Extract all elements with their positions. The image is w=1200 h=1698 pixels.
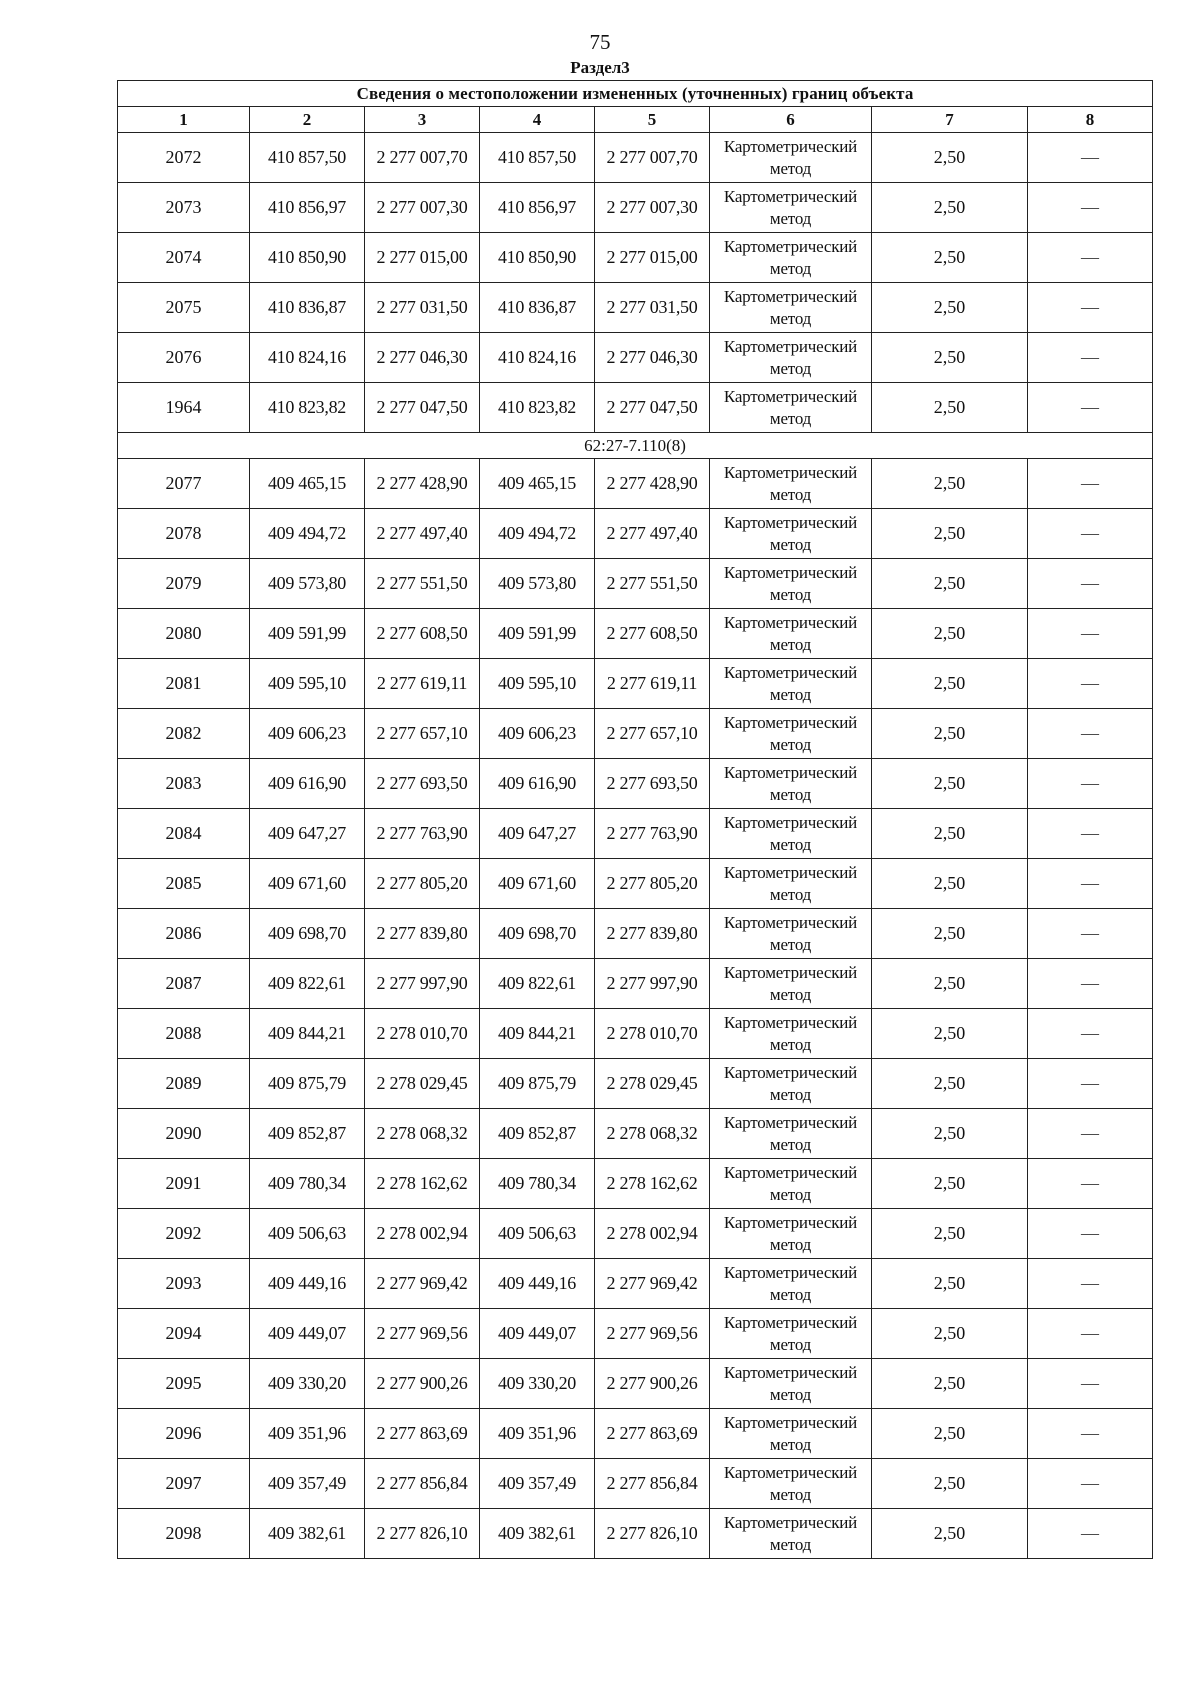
table-row xyxy=(118,609,1153,659)
accuracy-cell: 2,50 xyxy=(872,459,1028,509)
x-new-cell: 410 824,16 xyxy=(480,333,595,383)
point-number-cell: 2082 xyxy=(118,709,250,759)
x-old-cell: 409 357,49 xyxy=(250,1459,365,1509)
x-new-cell: 409 351,96 xyxy=(480,1409,595,1459)
y-old-cell: 2 277 657,10 xyxy=(365,709,480,759)
description-cell: — xyxy=(1028,559,1153,609)
point-number-cell: 2074 xyxy=(118,233,250,283)
y-new-cell: 2 277 619,11 xyxy=(595,659,710,709)
description-cell: — xyxy=(1028,959,1153,1009)
x-old-cell: 409 647,27 xyxy=(250,809,365,859)
point-number-cell: 2093 xyxy=(118,1259,250,1309)
description-cell: — xyxy=(1028,759,1153,809)
point-number-cell: 2079 xyxy=(118,559,250,609)
method-cell: Картометрический метод xyxy=(710,1409,872,1459)
y-new-cell: 2 277 657,10 xyxy=(595,709,710,759)
y-old-cell: 2 277 007,30 xyxy=(365,183,480,233)
x-new-cell: 410 857,50 xyxy=(480,133,595,183)
method-cell: Картометрический метод xyxy=(710,133,872,183)
column-number: 1 xyxy=(118,107,250,133)
x-new-cell: 409 844,21 xyxy=(480,1009,595,1059)
table-row xyxy=(118,1459,1153,1509)
description-cell: — xyxy=(1028,1059,1153,1109)
x-new-cell: 409 671,60 xyxy=(480,859,595,909)
y-new-cell: 2 277 839,80 xyxy=(595,909,710,959)
x-new-cell: 410 850,90 xyxy=(480,233,595,283)
x-old-cell: 409 875,79 xyxy=(250,1059,365,1109)
y-new-cell: 2 277 497,40 xyxy=(595,509,710,559)
y-old-cell: 2 277 856,84 xyxy=(365,1459,480,1509)
y-new-cell: 2 277 763,90 xyxy=(595,809,710,859)
point-number-cell: 2081 xyxy=(118,659,250,709)
accuracy-cell: 2,50 xyxy=(872,559,1028,609)
accuracy-cell: 2,50 xyxy=(872,509,1028,559)
parcel-group-row xyxy=(118,433,1153,459)
table-row xyxy=(118,1059,1153,1109)
accuracy-cell: 2,50 xyxy=(872,959,1028,1009)
point-number-cell: 2075 xyxy=(118,283,250,333)
accuracy-cell: 2,50 xyxy=(872,383,1028,433)
table-caption: Сведения о местоположении измененных (уточненных) границ объекта xyxy=(118,81,1153,107)
point-number-cell: 2085 xyxy=(118,859,250,909)
y-new-cell: 2 277 826,10 xyxy=(595,1509,710,1559)
x-old-cell: 409 606,23 xyxy=(250,709,365,759)
method-cell: Картометрический метод xyxy=(710,1159,872,1209)
x-new-cell: 409 330,20 xyxy=(480,1359,595,1409)
description-cell: — xyxy=(1028,1409,1153,1459)
x-old-cell: 409 852,87 xyxy=(250,1109,365,1159)
x-new-cell: 409 449,07 xyxy=(480,1309,595,1359)
accuracy-cell: 2,50 xyxy=(872,909,1028,959)
description-cell: — xyxy=(1028,509,1153,559)
x-new-cell: 409 494,72 xyxy=(480,509,595,559)
method-cell: Картометрический метод xyxy=(710,1259,872,1309)
method-cell: Картометрический метод xyxy=(710,1359,872,1409)
accuracy-cell: 2,50 xyxy=(872,1209,1028,1259)
accuracy-cell: 2,50 xyxy=(872,133,1028,183)
x-new-cell: 409 822,61 xyxy=(480,959,595,1009)
x-new-cell: 409 616,90 xyxy=(480,759,595,809)
section-title: Раздел3 xyxy=(570,58,630,77)
description-cell: — xyxy=(1028,1359,1153,1409)
accuracy-cell: 2,50 xyxy=(872,659,1028,709)
method-cell: Картометрический метод xyxy=(710,709,872,759)
method-cell: Картометрический метод xyxy=(710,509,872,559)
accuracy-cell: 2,50 xyxy=(872,1409,1028,1459)
point-number-cell: 2088 xyxy=(118,1009,250,1059)
y-new-cell: 2 278 002,94 xyxy=(595,1209,710,1259)
x-old-cell: 409 844,21 xyxy=(250,1009,365,1059)
description-cell: — xyxy=(1028,283,1153,333)
accuracy-cell: 2,50 xyxy=(872,1009,1028,1059)
method-cell: Картометрический метод xyxy=(710,1459,872,1509)
table-row xyxy=(118,509,1153,559)
x-old-cell: 410 857,50 xyxy=(250,133,365,183)
method-cell: Картометрический метод xyxy=(710,183,872,233)
x-new-cell: 409 606,23 xyxy=(480,709,595,759)
accuracy-cell: 2,50 xyxy=(872,1509,1028,1559)
y-new-cell: 2 277 969,56 xyxy=(595,1309,710,1359)
description-cell: — xyxy=(1028,383,1153,433)
table-row xyxy=(118,1209,1153,1259)
y-new-cell: 2 277 046,30 xyxy=(595,333,710,383)
point-number-cell: 2091 xyxy=(118,1159,250,1209)
method-cell: Картометрический метод xyxy=(710,909,872,959)
point-number-cell: 2087 xyxy=(118,959,250,1009)
x-old-cell: 409 351,96 xyxy=(250,1409,365,1459)
point-number-cell: 2073 xyxy=(118,183,250,233)
y-old-cell: 2 277 826,10 xyxy=(365,1509,480,1559)
y-old-cell: 2 277 047,50 xyxy=(365,383,480,433)
column-number: 3 xyxy=(365,107,480,133)
method-cell: Картометрический метод xyxy=(710,1309,872,1359)
x-old-cell: 409 698,70 xyxy=(250,909,365,959)
y-new-cell: 2 278 029,45 xyxy=(595,1059,710,1109)
description-cell: — xyxy=(1028,1459,1153,1509)
y-new-cell: 2 277 900,26 xyxy=(595,1359,710,1409)
y-new-cell: 2 277 047,50 xyxy=(595,383,710,433)
accuracy-cell: 2,50 xyxy=(872,1259,1028,1309)
y-new-cell: 2 277 805,20 xyxy=(595,859,710,909)
x-new-cell: 410 823,82 xyxy=(480,383,595,433)
y-new-cell: 2 278 068,32 xyxy=(595,1109,710,1159)
y-old-cell: 2 278 068,32 xyxy=(365,1109,480,1159)
method-cell: Картометрический метод xyxy=(710,283,872,333)
method-cell: Картометрический метод xyxy=(710,859,872,909)
y-new-cell: 2 277 997,90 xyxy=(595,959,710,1009)
method-cell: Картометрический метод xyxy=(710,233,872,283)
point-number-cell: 2089 xyxy=(118,1059,250,1109)
description-cell: — xyxy=(1028,459,1153,509)
point-number-cell: 2080 xyxy=(118,609,250,659)
parcel-number-label: 62:27-7.110(8) xyxy=(118,433,1153,459)
x-new-cell: 409 647,27 xyxy=(480,809,595,859)
table-row xyxy=(118,1109,1153,1159)
page-number: 75 xyxy=(589,30,611,54)
y-new-cell: 2 277 608,50 xyxy=(595,609,710,659)
x-new-cell: 409 780,34 xyxy=(480,1159,595,1209)
method-cell: Картометрический метод xyxy=(710,759,872,809)
y-old-cell: 2 277 839,80 xyxy=(365,909,480,959)
accuracy-cell: 2,50 xyxy=(872,1459,1028,1509)
point-number-cell: 2092 xyxy=(118,1209,250,1259)
method-cell: Картометрический метод xyxy=(710,1209,872,1259)
accuracy-cell: 2,50 xyxy=(872,1359,1028,1409)
description-cell: — xyxy=(1028,1209,1153,1259)
method-cell: Картометрический метод xyxy=(710,1059,872,1109)
accuracy-cell: 2,50 xyxy=(872,333,1028,383)
accuracy-cell: 2,50 xyxy=(872,233,1028,283)
y-new-cell: 2 278 162,62 xyxy=(595,1159,710,1209)
y-old-cell: 2 277 969,42 xyxy=(365,1259,480,1309)
accuracy-cell: 2,50 xyxy=(872,1309,1028,1359)
accuracy-cell: 2,50 xyxy=(872,183,1028,233)
table-row xyxy=(118,1409,1153,1459)
method-cell: Картометрический метод xyxy=(710,459,872,509)
y-old-cell: 2 278 162,62 xyxy=(365,1159,480,1209)
accuracy-cell: 2,50 xyxy=(872,759,1028,809)
table-row xyxy=(118,1509,1153,1559)
x-new-cell: 409 698,70 xyxy=(480,909,595,959)
y-new-cell: 2 278 010,70 xyxy=(595,1009,710,1059)
x-old-cell: 409 616,90 xyxy=(250,759,365,809)
description-cell: — xyxy=(1028,133,1153,183)
description-cell: — xyxy=(1028,183,1153,233)
table-row xyxy=(118,709,1153,759)
x-old-cell: 409 465,15 xyxy=(250,459,365,509)
accuracy-cell: 2,50 xyxy=(872,709,1028,759)
description-cell: — xyxy=(1028,859,1153,909)
y-old-cell: 2 277 997,90 xyxy=(365,959,480,1009)
x-old-cell: 409 449,07 xyxy=(250,1309,365,1359)
point-number-cell: 1964 xyxy=(118,383,250,433)
x-new-cell: 409 852,87 xyxy=(480,1109,595,1159)
x-old-cell: 410 824,16 xyxy=(250,333,365,383)
accuracy-cell: 2,50 xyxy=(872,609,1028,659)
column-number: 7 xyxy=(872,107,1028,133)
y-old-cell: 2 277 969,56 xyxy=(365,1309,480,1359)
point-number-cell: 2077 xyxy=(118,459,250,509)
x-new-cell: 409 506,63 xyxy=(480,1209,595,1259)
point-number-cell: 2097 xyxy=(118,1459,250,1509)
x-old-cell: 409 671,60 xyxy=(250,859,365,909)
point-number-cell: 2072 xyxy=(118,133,250,183)
y-old-cell: 2 277 619,11 xyxy=(365,659,480,709)
table-row xyxy=(118,809,1153,859)
point-number-cell: 2083 xyxy=(118,759,250,809)
description-cell: — xyxy=(1028,333,1153,383)
y-old-cell: 2 277 007,70 xyxy=(365,133,480,183)
column-number: 2 xyxy=(250,107,365,133)
x-new-cell: 409 573,80 xyxy=(480,559,595,609)
table-row xyxy=(118,1159,1153,1209)
accuracy-cell: 2,50 xyxy=(872,859,1028,909)
description-cell: — xyxy=(1028,233,1153,283)
y-old-cell: 2 277 805,20 xyxy=(365,859,480,909)
x-new-cell: 409 465,15 xyxy=(480,459,595,509)
method-cell: Картометрический метод xyxy=(710,1509,872,1559)
accuracy-cell: 2,50 xyxy=(872,283,1028,333)
column-number: 5 xyxy=(595,107,710,133)
point-number-cell: 2095 xyxy=(118,1359,250,1409)
x-new-cell: 409 875,79 xyxy=(480,1059,595,1109)
method-cell: Картометрический метод xyxy=(710,609,872,659)
y-old-cell: 2 278 029,45 xyxy=(365,1059,480,1109)
method-cell: Картометрический метод xyxy=(710,1109,872,1159)
y-new-cell: 2 277 551,50 xyxy=(595,559,710,609)
x-old-cell: 409 494,72 xyxy=(250,509,365,559)
y-old-cell: 2 277 900,26 xyxy=(365,1359,480,1409)
table-row xyxy=(118,759,1153,809)
table-row xyxy=(118,1259,1153,1309)
table-row xyxy=(118,559,1153,609)
description-cell: — xyxy=(1028,1009,1153,1059)
table-row xyxy=(118,383,1153,433)
method-cell: Картометрический метод xyxy=(710,1009,872,1059)
x-old-cell: 409 591,99 xyxy=(250,609,365,659)
table-row xyxy=(118,233,1153,283)
table-row xyxy=(118,1309,1153,1359)
y-new-cell: 2 277 856,84 xyxy=(595,1459,710,1509)
table-body xyxy=(118,133,1153,1559)
y-new-cell: 2 277 428,90 xyxy=(595,459,710,509)
description-cell: — xyxy=(1028,659,1153,709)
y-old-cell: 2 277 046,30 xyxy=(365,333,480,383)
y-new-cell: 2 277 693,50 xyxy=(595,759,710,809)
table-row xyxy=(118,959,1153,1009)
description-cell: — xyxy=(1028,1309,1153,1359)
method-cell: Картометрический метод xyxy=(710,959,872,1009)
point-number-cell: 2086 xyxy=(118,909,250,959)
point-number-cell: 2084 xyxy=(118,809,250,859)
y-old-cell: 2 278 002,94 xyxy=(365,1209,480,1259)
x-new-cell: 410 856,97 xyxy=(480,183,595,233)
y-old-cell: 2 277 497,40 xyxy=(365,509,480,559)
x-old-cell: 410 850,90 xyxy=(250,233,365,283)
x-old-cell: 410 836,87 xyxy=(250,283,365,333)
accuracy-cell: 2,50 xyxy=(872,1159,1028,1209)
x-new-cell: 409 595,10 xyxy=(480,659,595,709)
method-cell: Картометрический метод xyxy=(710,383,872,433)
x-old-cell: 409 780,34 xyxy=(250,1159,365,1209)
accuracy-cell: 2,50 xyxy=(872,1059,1028,1109)
y-old-cell: 2 277 608,50 xyxy=(365,609,480,659)
y-old-cell: 2 277 551,50 xyxy=(365,559,480,609)
x-old-cell: 410 823,82 xyxy=(250,383,365,433)
method-cell: Картометрический метод xyxy=(710,333,872,383)
y-new-cell: 2 277 007,30 xyxy=(595,183,710,233)
description-cell: — xyxy=(1028,1259,1153,1309)
table-row xyxy=(118,1009,1153,1059)
method-cell: Картометрический метод xyxy=(710,809,872,859)
column-number: 4 xyxy=(480,107,595,133)
y-old-cell: 2 277 015,00 xyxy=(365,233,480,283)
description-cell: — xyxy=(1028,1509,1153,1559)
table-row xyxy=(118,183,1153,233)
y-old-cell: 2 277 863,69 xyxy=(365,1409,480,1459)
x-new-cell: 410 836,87 xyxy=(480,283,595,333)
point-number-cell: 2098 xyxy=(118,1509,250,1559)
description-cell: — xyxy=(1028,609,1153,659)
method-cell: Картометрический метод xyxy=(710,559,872,609)
x-new-cell: 409 449,16 xyxy=(480,1259,595,1309)
description-cell: — xyxy=(1028,809,1153,859)
y-new-cell: 2 277 015,00 xyxy=(595,233,710,283)
y-old-cell: 2 277 693,50 xyxy=(365,759,480,809)
x-old-cell: 410 856,97 xyxy=(250,183,365,233)
x-new-cell: 409 382,61 xyxy=(480,1509,595,1559)
y-new-cell: 2 277 863,69 xyxy=(595,1409,710,1459)
x-old-cell: 409 595,10 xyxy=(250,659,365,709)
x-old-cell: 409 822,61 xyxy=(250,959,365,1009)
column-number: 6 xyxy=(710,107,872,133)
point-number-cell: 2076 xyxy=(118,333,250,383)
description-cell: — xyxy=(1028,909,1153,959)
table-row xyxy=(118,859,1153,909)
point-number-cell: 2090 xyxy=(118,1109,250,1159)
x-new-cell: 409 591,99 xyxy=(480,609,595,659)
x-old-cell: 409 330,20 xyxy=(250,1359,365,1409)
accuracy-cell: 2,50 xyxy=(872,809,1028,859)
x-old-cell: 409 449,16 xyxy=(250,1259,365,1309)
y-new-cell: 2 277 969,42 xyxy=(595,1259,710,1309)
y-old-cell: 2 277 763,90 xyxy=(365,809,480,859)
table-row xyxy=(118,333,1153,383)
x-new-cell: 409 357,49 xyxy=(480,1459,595,1509)
column-number: 8 xyxy=(1028,107,1153,133)
description-cell: — xyxy=(1028,1109,1153,1159)
point-number-cell: 2096 xyxy=(118,1409,250,1459)
boundary-coordinates-table xyxy=(117,80,1153,1559)
x-old-cell: 409 506,63 xyxy=(250,1209,365,1259)
y-old-cell: 2 277 031,50 xyxy=(365,283,480,333)
x-old-cell: 409 382,61 xyxy=(250,1509,365,1559)
table-row xyxy=(118,1359,1153,1409)
column-number-row xyxy=(118,107,1153,133)
table-row xyxy=(118,909,1153,959)
table-row xyxy=(118,659,1153,709)
y-new-cell: 2 277 007,70 xyxy=(595,133,710,183)
y-old-cell: 2 278 010,70 xyxy=(365,1009,480,1059)
description-cell: — xyxy=(1028,709,1153,759)
y-new-cell: 2 277 031,50 xyxy=(595,283,710,333)
method-cell: Картометрический метод xyxy=(710,659,872,709)
y-old-cell: 2 277 428,90 xyxy=(365,459,480,509)
table-row xyxy=(118,283,1153,333)
point-number-cell: 2094 xyxy=(118,1309,250,1359)
table-row xyxy=(118,133,1153,183)
table-row xyxy=(118,459,1153,509)
point-number-cell: 2078 xyxy=(118,509,250,559)
accuracy-cell: 2,50 xyxy=(872,1109,1028,1159)
description-cell: — xyxy=(1028,1159,1153,1209)
x-old-cell: 409 573,80 xyxy=(250,559,365,609)
